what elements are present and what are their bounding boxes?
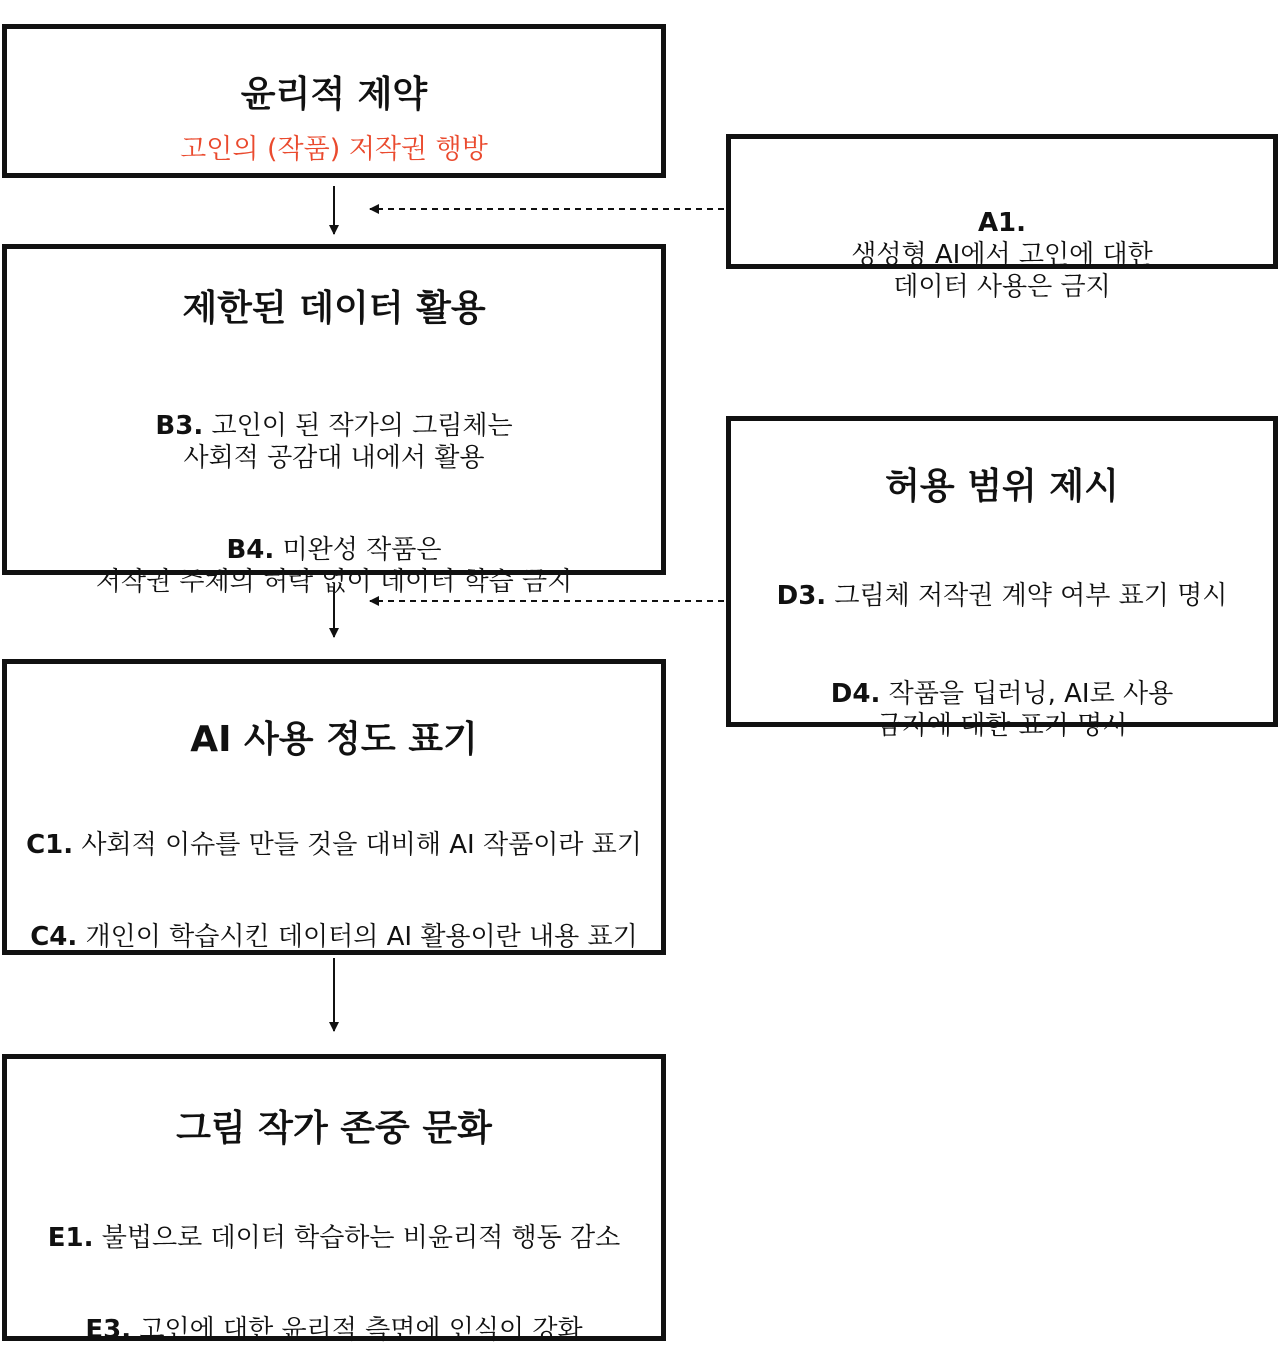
ai-usage-box <box>2 659 666 955</box>
a1-text: 생성형 AI에서 고인에 대한 데이터 사용은 금지 <box>851 240 1153 302</box>
allowed-range-box <box>726 416 1278 742</box>
limited-item-b3 <box>155 378 512 474</box>
e1-code: E1. <box>47 1223 94 1254</box>
limited-item-b4 <box>96 502 573 598</box>
a1-item <box>851 175 1152 303</box>
ethics-constraint-box <box>2 24 666 178</box>
b3-text: 고인이 된 작가의 그림체는 사회적 공감대 내에서 활용 <box>183 411 513 474</box>
c4-text: 개인이 학습시킨 데이터의 AI 활용이란 내용 표기 <box>77 922 638 953</box>
culture-title: 그림 작가 존중 문화 <box>176 1108 492 1149</box>
e3-code: E3. <box>85 1315 132 1346</box>
c1-text: 사회적 이슈를 만들 것을 대비해 AI 작품이라 표기 <box>81 830 642 861</box>
d4-code: D4. <box>830 679 881 710</box>
d3-text: 그림체 저작권 계약 여부 표기 명시 <box>826 581 1228 612</box>
limited-data-box <box>2 244 666 598</box>
ethics-title: 윤리적 제약 <box>240 74 428 115</box>
b4-text: 미완성 작품은 저작권 주체의 허락 없이 데이터 학습 금지 <box>95 535 573 598</box>
culture-item-e3 <box>85 1282 582 1346</box>
a1-box <box>726 134 1278 302</box>
e1-text: 불법으로 데이터 학습하는 비윤리적 행동 감소 <box>101 1223 621 1254</box>
ai-usage-item-c1 <box>26 797 642 861</box>
c1-code: C1. <box>26 830 74 861</box>
d3-code: D3. <box>776 581 827 612</box>
limited-title: 제한된 데이터 활용 <box>182 288 486 329</box>
d4-text: 작품을 딥러닝, AI로 사용 금지에 대한 표기 명시 <box>876 679 1174 742</box>
respect-culture-box <box>2 1054 666 1346</box>
e3-text: 고인에 대한 윤리적 측면에 인식이 강화 <box>131 1315 583 1346</box>
allowed-item-d4 <box>831 646 1173 742</box>
allowed-title: 허용 범위 제시 <box>885 466 1119 507</box>
culture-item-e1 <box>48 1190 621 1254</box>
b3-code: B3. <box>155 411 204 442</box>
ai-usage-title: AI 사용 정도 표기 <box>190 719 478 760</box>
a1-code: A1. <box>977 208 1027 238</box>
ethics-subtitle: 고인의 (작품) 저작권 행방 <box>180 134 488 166</box>
c4-code: C4. <box>30 922 78 953</box>
ai-usage-item-c4 <box>30 889 638 953</box>
allowed-item-d3 <box>777 548 1228 612</box>
b4-code: B4. <box>226 535 275 566</box>
